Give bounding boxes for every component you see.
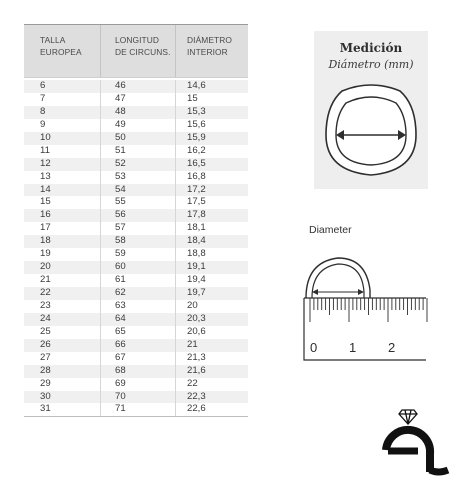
cell-diametro: 17,5: [187, 196, 206, 208]
cell-longitud: 57: [100, 222, 176, 235]
cell-diametro: 17,2: [187, 183, 206, 195]
header-talla-europea: TALLA EUROPEA: [40, 35, 82, 57]
cell-talla: 15: [40, 196, 51, 208]
table-row: [24, 313, 248, 326]
cell-longitud: 47: [100, 93, 176, 106]
cell-talla: 7: [40, 92, 46, 104]
cell-diametro: 22: [187, 377, 198, 389]
cell-diametro: 20: [187, 299, 198, 311]
cell-diametro: 20,6: [187, 325, 206, 337]
cell-longitud: 46: [100, 80, 176, 93]
cell-longitud: 48: [100, 106, 176, 119]
cell-talla: 17: [40, 222, 51, 234]
cell-diametro: 14,6: [187, 80, 206, 91]
cell-longitud: 71: [100, 403, 176, 416]
table-row: [24, 274, 248, 287]
cell-longitud: 68: [100, 365, 176, 378]
ruler-number-1: 1: [349, 340, 357, 355]
table-row: [24, 171, 248, 184]
ring-diameter-icon: [322, 79, 420, 183]
table-row: [24, 93, 248, 106]
cell-longitud: 53: [100, 171, 176, 184]
cell-longitud: 55: [100, 196, 176, 209]
cell-talla: 9: [40, 118, 46, 130]
cell-talla: 20: [40, 261, 51, 273]
ring-size-table: [24, 24, 248, 417]
table-row: [24, 261, 248, 274]
cell-longitud: 63: [100, 300, 176, 313]
cell-talla: 26: [40, 338, 51, 350]
ruler-ticks: [310, 298, 427, 322]
table-row: [24, 235, 248, 248]
table-row: [24, 326, 248, 339]
cell-diametro: 18,4: [187, 235, 206, 247]
table-row: [24, 352, 248, 365]
table-row: [24, 339, 248, 352]
cell-talla: 6: [40, 80, 46, 91]
ruler-icon: [296, 248, 430, 364]
table-row: [24, 80, 248, 93]
cell-longitud: 52: [100, 158, 176, 171]
cell-longitud: 60: [100, 261, 176, 274]
cell-longitud: 65: [100, 326, 176, 339]
cell-diametro: 22,6: [187, 403, 206, 415]
cell-talla: 21: [40, 274, 51, 286]
cell-diametro: 15,3: [187, 105, 206, 117]
measurement-subtitle: Diámetro (mm): [328, 58, 414, 71]
cell-diametro: 16,2: [187, 144, 206, 156]
cell-diametro: 20,3: [187, 312, 206, 324]
cell-diametro: 18,1: [187, 222, 206, 234]
table-row: [24, 209, 248, 222]
cell-longitud: 56: [100, 209, 176, 222]
diameter-label: Diameter: [309, 224, 352, 236]
cell-talla: 24: [40, 312, 51, 324]
cell-diametro: 22,3: [187, 390, 206, 402]
table-row: [24, 196, 248, 209]
table-row: [24, 222, 248, 235]
measurement-title: Medición: [339, 41, 403, 55]
cell-talla: 14: [40, 183, 51, 195]
cell-talla: 30: [40, 390, 51, 402]
cell-longitud: 64: [100, 313, 176, 326]
cell-talla: 12: [40, 157, 51, 169]
table-row: [24, 132, 248, 145]
table-row: [24, 145, 248, 158]
cell-diametro: 19,4: [187, 274, 206, 286]
cell-diametro: 19,1: [187, 261, 206, 273]
cell-longitud: 54: [100, 184, 176, 197]
header-longitud-circunferencia: LONGITUD DE CIRCUNS.: [100, 25, 176, 77]
table-row: [24, 287, 248, 300]
cell-talla: 11: [40, 144, 50, 156]
table-row: [24, 158, 248, 171]
header-diametro-interior: DIÁMETRO INTERIOR: [187, 35, 233, 57]
ruler-number-2: 2: [388, 340, 396, 355]
table-row: [24, 119, 248, 132]
cell-diametro: 21,3: [187, 351, 206, 363]
cell-longitud: 62: [100, 287, 176, 300]
table-header: [24, 25, 248, 78]
cell-longitud: 70: [100, 391, 176, 404]
cell-talla: 19: [40, 248, 51, 260]
cell-diametro: 19,7: [187, 287, 206, 298]
cell-talla: 22: [40, 287, 51, 298]
cell-talla: 10: [40, 131, 51, 143]
table-row: [24, 300, 248, 313]
measurement-card: [314, 31, 428, 189]
cell-diametro: 18,8: [187, 248, 206, 260]
cell-longitud: 51: [100, 145, 176, 158]
cell-diametro: 16,8: [187, 170, 206, 182]
brand-logo-diamond-icon: [380, 404, 454, 478]
cell-longitud: 61: [100, 274, 176, 287]
ruler-number-0: 0: [310, 340, 318, 355]
cell-talla: 25: [40, 325, 51, 337]
cell-longitud: 59: [100, 248, 176, 261]
cell-talla: 23: [40, 299, 51, 311]
table-row: [24, 378, 248, 391]
cell-diametro: 15: [187, 92, 198, 104]
cell-longitud: 49: [100, 119, 176, 132]
table-row: [24, 391, 248, 404]
cell-diametro: 21,6: [187, 364, 206, 376]
cell-longitud: 50: [100, 132, 176, 145]
table-body: [24, 78, 248, 416]
cell-talla: 31: [40, 403, 51, 415]
cell-longitud: 58: [100, 235, 176, 248]
table-row: [24, 365, 248, 378]
cell-diametro: 16,5: [187, 157, 206, 169]
cell-talla: 29: [40, 377, 51, 389]
cell-diametro: 17,8: [187, 209, 206, 221]
cell-longitud: 69: [100, 378, 176, 391]
cell-talla: 27: [40, 351, 51, 363]
cell-talla: 18: [40, 235, 51, 247]
cell-talla: 28: [40, 364, 51, 376]
table-row: [24, 403, 248, 416]
table-row: [24, 106, 248, 119]
cell-diametro: 15,9: [187, 131, 206, 143]
cell-talla: 8: [40, 105, 46, 117]
cell-diametro: 15,6: [187, 118, 206, 130]
cell-talla: 13: [40, 170, 51, 182]
table-row: [24, 184, 248, 197]
cell-longitud: 66: [100, 339, 176, 352]
cell-talla: 16: [40, 209, 51, 221]
table-row: [24, 248, 248, 261]
cell-diametro: 21: [187, 338, 198, 350]
cell-longitud: 67: [100, 352, 176, 365]
